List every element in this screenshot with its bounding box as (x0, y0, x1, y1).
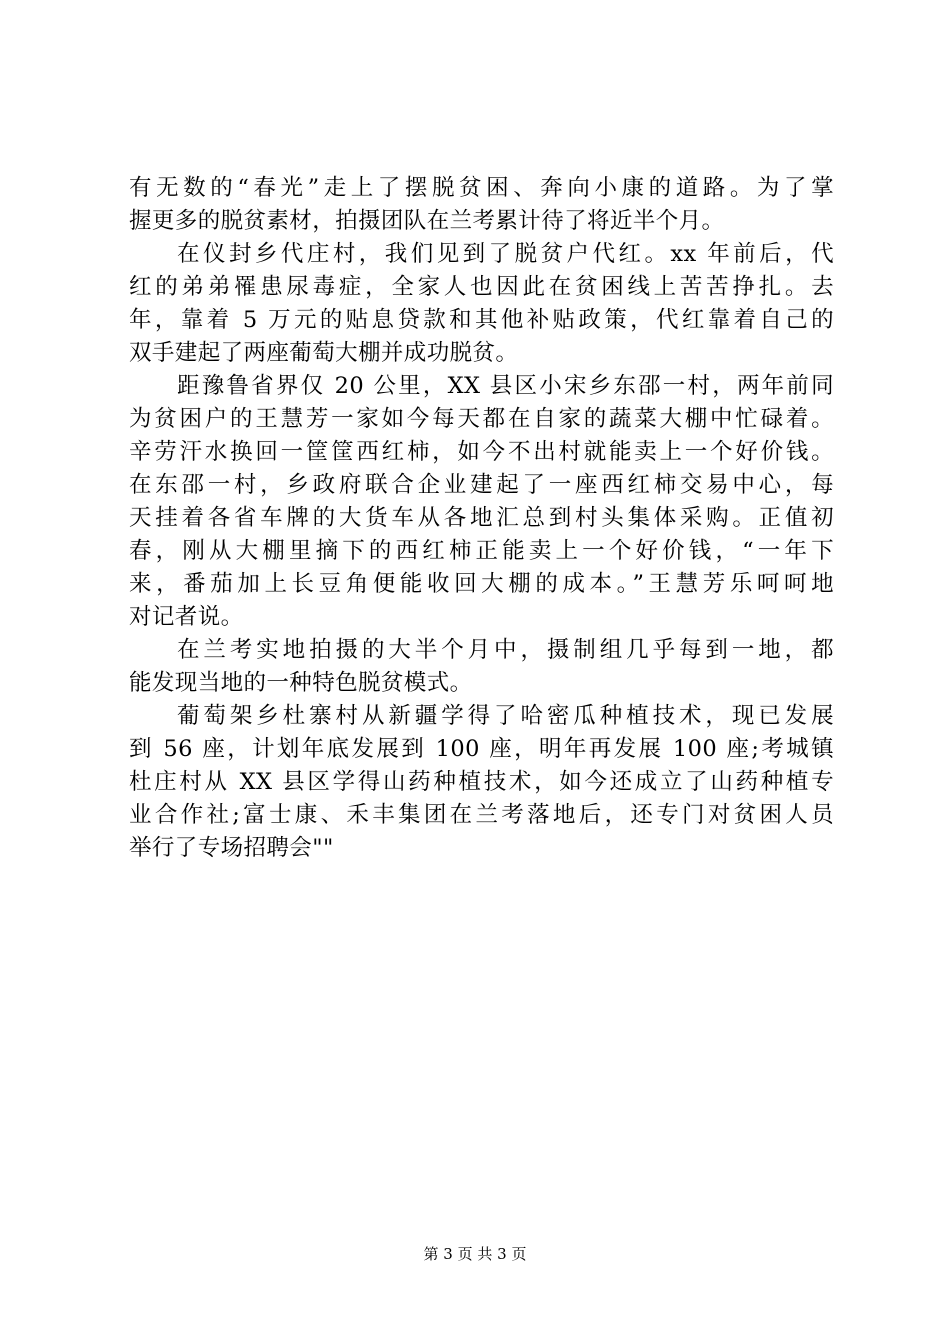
paragraph-4 (129, 634, 834, 700)
text-line: 杜庄村从 XX 县区学得山药种植技术，如今还成立了山药种植专 (129, 769, 834, 795)
text-line: 对记者说。 (129, 604, 244, 630)
text-line: 在兰考实地拍摄的大半个月中，摄制组几乎每到一地，都 (177, 637, 834, 663)
text-line: 天挂着各省车牌的大货车从各地汇总到村头集体采购。正值初 (129, 505, 834, 531)
text-line: 来，番茄加上长豆角便能收回大棚的成本。”王慧芳乐呵呵地 (129, 571, 834, 597)
document-body (129, 172, 834, 865)
text-line: 葡萄架乡杜寨村从新疆学得了哈密瓜种植技术，现已发展 (177, 703, 834, 729)
text-line: 辛劳汗水换回一筐筐西红柿，如今不出村就能卖上一个好价钱。 (129, 439, 834, 465)
page-number-footer: 第 3 页 共 3 页 (423, 1245, 527, 1263)
paragraph-3 (129, 370, 834, 634)
text-line: 业合作社;富士康、禾丰集团在兰考落地后，还专门对贫困人员 (129, 802, 834, 828)
text-line: 能发现当地的一种特色脱贫模式。 (129, 670, 473, 696)
text-line: 年，靠着 5 万元的贴息贷款和其他补贴政策，代红靠着自己的 (129, 307, 834, 333)
text-line: 春，刚从大棚里摘下的西红柿正能卖上一个好价钱，“一年下 (129, 538, 834, 564)
text-line: 为贫困户的王慧芳一家如今每天都在自家的蔬菜大棚中忙碌着。 (129, 406, 834, 432)
text-line: 在东邵一村，乡政府联合企业建起了一座西红柿交易中心，每 (129, 472, 834, 498)
text-line: 举行了专场招聘会"" (129, 835, 334, 861)
paragraph-5 (129, 700, 834, 865)
text-line: 红的弟弟罹患尿毒症，全家人也因此在贫困线上苦苦挣扎。去 (129, 274, 834, 300)
text-line: 在仪封乡代庄村，我们见到了脱贫户代红。xx 年前后，代 (177, 241, 834, 267)
paragraph-1 (129, 172, 834, 238)
text-line: 握更多的脱贫素材，拍摄团队在兰考累计待了将近半个月。 (129, 208, 725, 234)
text-line: 有无数的“春光”走上了摆脱贫困、奔向小康的道路。为了掌 (129, 175, 834, 201)
text-line: 距豫鲁省界仅 20 公里，XX 县区小宋乡东邵一村，两年前同 (177, 373, 834, 399)
text-line: 双手建起了两座葡萄大棚并成功脱贫。 (129, 340, 519, 366)
text-line: 到 56 座，计划年底发展到 100 座，明年再发展 100 座;考城镇 (129, 736, 834, 762)
paragraph-2 (129, 238, 834, 370)
